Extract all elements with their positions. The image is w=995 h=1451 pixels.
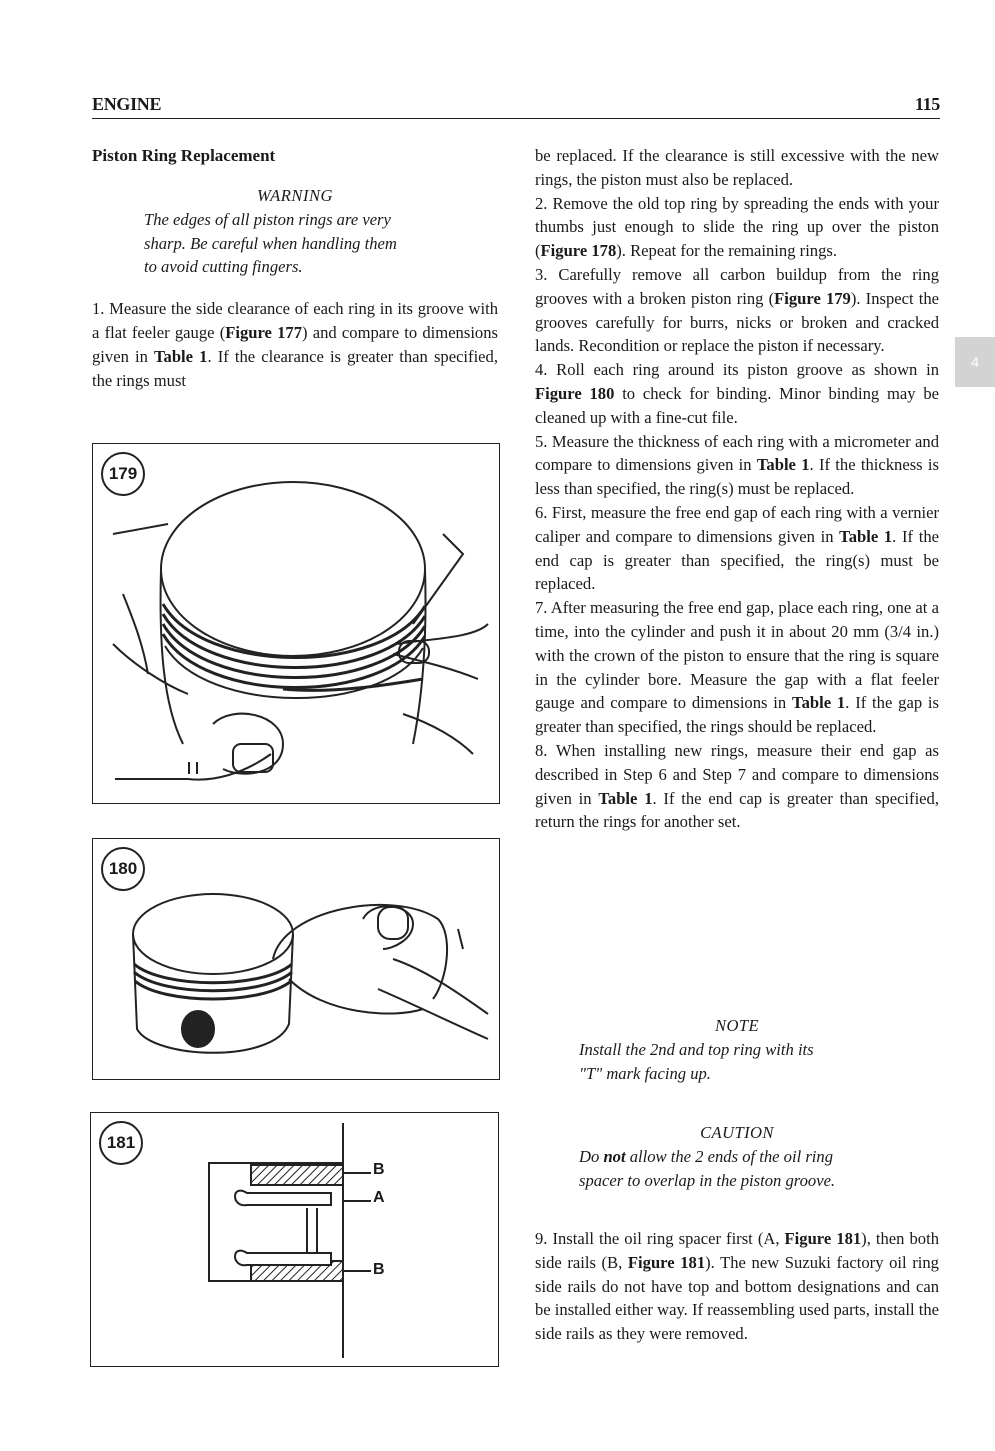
page-header — [92, 92, 940, 119]
step-9: 9. Install the oil ring spacer first (A, Figure 181), then both side rails (B, Figure 181). The new Suzuki factory oil ring side rails do not have top and bottom designations and can be installed either way. If reassembling used parts, install the side rails as they were removed. — [535, 1229, 939, 1344]
table-ref: Table 1 — [756, 455, 810, 475]
figure-181 — [90, 1112, 499, 1367]
caution-line: spacer to overlap in the piston groove. — [579, 1170, 836, 1190]
section-title: Piston Ring Replacement — [92, 146, 276, 165]
step-1-continued: be replaced. If the clearance is still excessive with the new rings, the piston must also be replaced. — [535, 146, 939, 189]
right-notes — [535, 1014, 939, 1193]
warning-box — [92, 184, 498, 279]
table-ref: Table 1 — [792, 693, 846, 713]
figure-ref: Figure 178 — [540, 241, 617, 261]
warning-title: WARNING — [256, 186, 334, 205]
page-number: 115 — [914, 94, 940, 114]
figure-179 — [92, 443, 500, 804]
label-b-top: B — [373, 1161, 385, 1178]
step-8: 8. When installing new rings, measure their end gap as described in Step 6 and Step 7 and compare to dimensions given in Table 1. If the end cap is greater than specified, return the rings for another set. — [535, 740, 939, 832]
figure-180 — [92, 838, 500, 1080]
figure-ref: Figure 177 — [225, 322, 303, 342]
step-6: 6. First, measure the free end gap of each ring with a vernier caliper and compare to dimensions given in Table 1. If the end cap is greater than specified, the ring(s) must be replaced. — [535, 502, 939, 594]
figure-number-badge: 181 — [99, 1121, 143, 1165]
step-9-block — [535, 1227, 939, 1346]
figure-ref: Figure 181 — [627, 1252, 706, 1272]
step-2: 2. Remove the old top ring by spreading the ends with your thumbs just enough to slide the ring up over the piston (Figure 178). Repeat for the remaining rings. — [535, 193, 939, 261]
piston-groove-cleaning-illustration — [93, 444, 499, 803]
warning-line: to avoid cutting fingers. — [144, 257, 303, 277]
figure-number-badge: 180 — [101, 847, 145, 891]
note-line: "T" mark facing up. — [579, 1063, 711, 1083]
note-box — [535, 1014, 939, 1085]
table-ref: Table 1 — [598, 788, 653, 808]
step-7: 7. After measuring the free end gap, place each ring, one at a time, into the cylinder and push it in about 20 mm (3/4 in.) with the crown of the piston to ensure that the ring is square in the cylinder bore. Measure the gap with a flat feeler gauge and compare to dimensions in Table 1. If the gap is greater than specified, the rings should be replaced. — [535, 598, 939, 737]
chapter-thumb-tab: 4 — [955, 337, 995, 387]
figure-ref: Figure 181 — [784, 1229, 862, 1248]
oil-ring-cross-section — [91, 1113, 498, 1366]
step-5: 5. Measure the thickness of each ring with a micrometer and compare to dimensions given in Table 1. If the thickness is less than specified, the ring(s) must be replaced. — [535, 431, 939, 499]
chapter-title: ENGINE — [92, 94, 162, 114]
caution-box — [535, 1121, 939, 1192]
figure-ref: Figure 180 — [535, 383, 615, 403]
step-1: 1. Measure the side clearance of each ring in its groove with a flat feeler gauge (Figure 177) and compare to dimensions given in Table 1. If the clearance is greater than specified, the rings must — [92, 299, 498, 390]
label-a: A — [373, 1189, 385, 1206]
label-b-bottom: B — [373, 1261, 385, 1278]
caution-line: Do not allow the 2 ends of the oil ring — [579, 1147, 833, 1167]
left-column — [92, 144, 498, 392]
step-3: 3. Carefully remove all carbon buildup from the ring grooves with a broken piston ring (Figure 179). Inspect the grooves carefully for burrs, nicks or broken and cracked lands. Recondition or replace the piston if necessary. — [535, 264, 939, 356]
warning-line: The edges of all piston rings are very — [144, 209, 391, 229]
note-title: NOTE — [714, 1016, 760, 1035]
figure-ref: Figure 179 — [774, 288, 851, 308]
table-ref: Table 1 — [839, 526, 893, 546]
table-ref: Table 1 — [153, 346, 208, 366]
note-line: Install the 2nd and top ring with its — [579, 1039, 814, 1059]
step-4: 4. Roll each ring around its piston groove as shown in Figure 180 to check for binding. Minor binding may be cleaned up with a fine-cut file. — [535, 360, 939, 427]
right-column — [535, 144, 939, 834]
figure-number-badge: 179 — [101, 452, 145, 496]
warning-line: sharp. Be careful when handling them — [144, 233, 397, 253]
caution-title: CAUTION — [700, 1123, 774, 1143]
ring-rolling-illustration — [93, 839, 499, 1079]
